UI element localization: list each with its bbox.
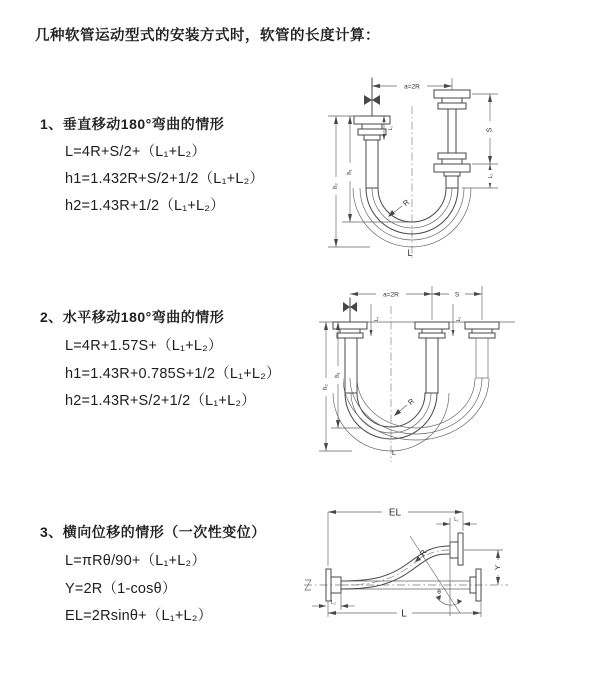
dim-l1 — [436, 517, 477, 616]
dim-a2r — [372, 78, 452, 91]
section-2-formula-h2: h2=1.43R+S/2+1/2（L₁+L₂） — [65, 393, 256, 409]
dim-l — [328, 602, 481, 620]
section-1-heading: 1、垂直移动180°弯曲的情形 — [40, 116, 225, 132]
hose-bend-arcs — [333, 378, 489, 451]
dim-l1 — [382, 116, 394, 140]
section-2-formula-L: L=4R+1.57S+（L₁+L₂） — [65, 338, 223, 354]
dim-h1-label: h₁ — [335, 372, 341, 378]
dim-l1-l2 — [370, 304, 463, 336]
dim-s-label: S — [454, 291, 460, 299]
hose-braid-hatch — [426, 338, 438, 393]
dim-l1-label: L₁ — [388, 125, 394, 131]
section-1-formula-L: L=4R+S/2+（L₁+L₂） — [65, 144, 207, 160]
radius-callout — [388, 197, 411, 217]
radius-label: R — [406, 396, 417, 407]
diagram-vertical-180-bend — [312, 70, 600, 265]
dim-a-label: a=2R — [404, 83, 420, 91]
valve-icon — [343, 302, 350, 312]
dim-h1-h2 — [328, 116, 410, 247]
dim-s-label: S — [486, 127, 494, 133]
diagram-lateral-displacement — [300, 498, 600, 633]
dim-y-label: Y — [493, 564, 502, 571]
length-label: L — [407, 248, 413, 258]
dim-s-l2 — [462, 94, 498, 188]
section-3-heading: 3、横向位移的情形（一次性变位） — [40, 524, 266, 540]
radius-callout — [394, 396, 416, 416]
hose-braid-hatch — [345, 338, 357, 393]
dim-el-label: EL — [388, 507, 402, 519]
radius-label: R — [401, 197, 412, 208]
dim-el — [328, 506, 463, 566]
dim-a-label: a=2R — [383, 291, 399, 299]
right-fitting-stack — [434, 90, 470, 188]
valve-icon — [364, 95, 372, 105]
section-3-formula-L: L=πRθ/90+（L₁+L₂） — [65, 553, 207, 569]
page-title: 几种软管运动型式的安装方式时，软管的长度计算： — [35, 28, 380, 44]
dim-h2-label: h₂ — [333, 183, 339, 189]
section-3-formula-Y: Y=2R（1-cosθ） — [65, 581, 177, 597]
diagram-horizontal-180-bend — [310, 278, 600, 473]
dim-h2-label: h₂ — [323, 384, 329, 390]
angle-label: θ — [437, 589, 441, 596]
dim-a2r-s — [350, 286, 482, 320]
hose-braid-hatch — [446, 176, 458, 188]
dim-l2-label: L₂ — [331, 600, 336, 606]
dim-l1-label: L₁ — [454, 517, 459, 523]
radius-label: R — [417, 548, 429, 558]
dim-l2 — [312, 593, 355, 610]
section-2-heading: 2、水平移动180°弯曲的情形 — [40, 309, 225, 325]
centerline — [304, 580, 508, 590]
section-1-formula-h2: h2=1.43R+1/2（L₁+L₂） — [65, 198, 225, 214]
hose-braid-hatch — [366, 140, 378, 188]
length-label: L — [391, 448, 397, 457]
section-3-formula-EL: EL=2Rsinθ+（L₁+L₂） — [65, 608, 213, 624]
angle-callout — [436, 589, 462, 605]
left-fitting — [354, 78, 390, 188]
dim-l2-label: L₂ — [456, 316, 462, 322]
dim-h1-h2 — [319, 322, 362, 451]
dim-l2-label: L₂ — [488, 173, 494, 179]
dim-l1-label: L₁ — [374, 316, 380, 322]
length-label: L — [401, 608, 407, 620]
dim-h1-label: h₁ — [347, 169, 353, 175]
displaced-hose — [341, 533, 463, 589]
section-1-formula-h1: h1=1.432R+S/2+1/2（L₁+L₂） — [65, 171, 265, 187]
section-2-formula-h1: h1=1.43R+0.785S+1/2（L₁+L₂） — [65, 366, 281, 382]
fittings-row — [319, 298, 515, 393]
